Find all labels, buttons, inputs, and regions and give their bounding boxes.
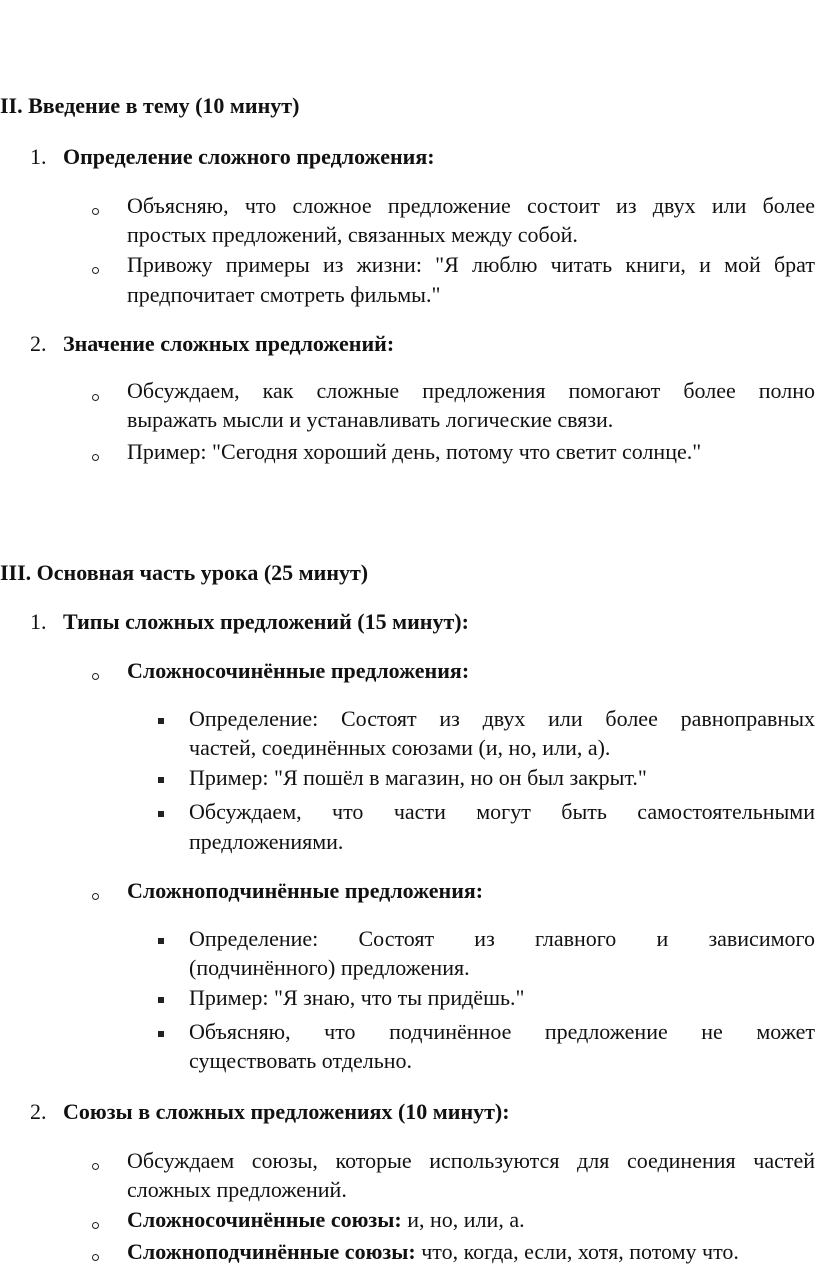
list-number: 1. <box>30 609 47 634</box>
bullet-line: существовать отдельно. <box>189 1048 413 1073</box>
square-bullet-icon <box>158 938 164 944</box>
square-bullet-icon <box>158 997 164 1003</box>
circle-bullet-icon <box>92 208 99 215</box>
square-bullet-icon <box>158 811 164 817</box>
circle-bullet-icon <box>92 454 99 461</box>
bullet-line: сложных предложений. <box>127 1177 347 1202</box>
circle-bullet-icon <box>92 1222 99 1229</box>
list-number: 2. <box>30 331 47 356</box>
bullet-line: Объясняю, что сложное предложение состоит из двух или более <box>127 193 815 218</box>
bullet-line: предложениями. <box>189 829 344 854</box>
bullet-line: Объясняю, что подчинённое предложение не может <box>189 1019 815 1044</box>
item-title: Значение сложных предложений: <box>63 331 395 356</box>
square-bullet-icon <box>158 718 164 724</box>
bullet-label: Сложносочинённые союзы: <box>127 1207 402 1232</box>
bullet-line: частей, соединённых союзами (и, но, или, а). <box>189 735 611 760</box>
bullet-text: и, но, или, а. <box>401 1207 525 1232</box>
square-bullet-icon <box>158 1031 164 1037</box>
bullet-text: что, когда, если, хотя, потому что. <box>415 1239 739 1264</box>
bullet-line <box>127 1239 739 1265</box>
bullet-line: Определение: Состоят из двух или более равноправных <box>189 706 815 731</box>
subitem-title: Сложноподчинённые предложения: <box>127 878 484 903</box>
section-2-heading: II. Введение в тему (10 минут) <box>0 93 300 118</box>
item-title: Определение сложного предложения: <box>63 144 435 169</box>
square-bullet-icon <box>158 777 164 783</box>
circle-bullet-icon <box>92 1254 99 1261</box>
bullet-line: Обсуждаем, как сложные предложения помогают более полно <box>127 378 815 403</box>
circle-bullet-icon <box>92 267 99 274</box>
circle-bullet-icon <box>92 893 99 900</box>
list-number: 2. <box>30 1099 47 1124</box>
bullet-line: Пример: "Я знаю, что ты придёшь." <box>189 985 525 1010</box>
bullet-line <box>127 1207 525 1233</box>
bullet-label: Сложноподчинённые союзы: <box>127 1239 416 1264</box>
bullet-line: простых предложений, связанных между собой. <box>127 222 578 247</box>
bullet-line: Обсуждаем союзы, которые используются для соединения частей <box>127 1148 815 1173</box>
bullet-line: Пример: "Сегодня хороший день, потому что светит солнце." <box>127 439 702 464</box>
bullet-line: Пример: "Я пошёл в магазин, но он был закрыт." <box>189 765 647 790</box>
circle-bullet-icon <box>92 394 99 401</box>
bullet-line: Определение: Состоят из главного и зависимого <box>189 926 815 951</box>
bullet-line: выражать мысли и устанавливать логические связи. <box>127 407 614 432</box>
bullet-line: Обсуждаем, что части могут быть самостоятельными <box>189 799 815 824</box>
subitem-title: Сложносочинённые предложения: <box>127 658 470 683</box>
list-number: 1. <box>30 144 47 169</box>
section-3-heading: III. Основная часть урока (25 минут) <box>0 560 369 585</box>
bullet-line: (подчинённого) предложения. <box>189 955 470 980</box>
bullet-line: Привожу примеры из жизни: "Я люблю читать книги, и мой брат <box>127 252 815 277</box>
item-title: Типы сложных предложений (15 минут): <box>63 609 469 634</box>
item-title: Союзы в сложных предложениях (10 минут): <box>63 1099 510 1124</box>
bullet-line: предпочитает смотреть фильмы." <box>127 282 441 307</box>
circle-bullet-icon <box>92 673 99 680</box>
circle-bullet-icon <box>92 1163 99 1170</box>
